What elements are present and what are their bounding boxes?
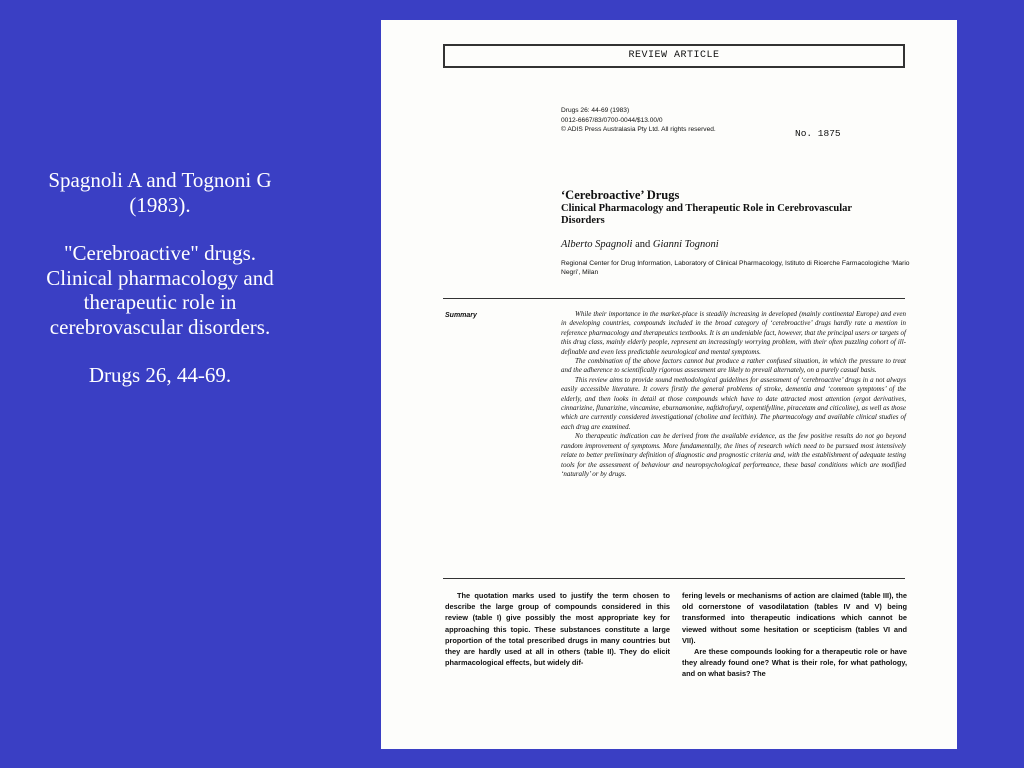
article-subtitle: Clinical Pharmacology and Therapeutic Role in Cerebrovascular Disorders xyxy=(561,203,852,226)
summary-paragraph: The combination of the above factors cannot but produce a rather confused situation, in which the pressure to treat and the adherence to scientifically rigorous assessment are likely to prevail alternately, on a purely casual basis. xyxy=(561,357,906,375)
citation-journal: Drugs 26, 44-69. xyxy=(88,363,232,387)
divider xyxy=(443,578,905,579)
citation-authors: Spagnoli A and Tognoni G (1983). xyxy=(48,168,272,217)
publication-info xyxy=(561,106,716,135)
body-paragraph: The quotation marks used to justify the term chosen to describe the large group of compounds considered in this review (table I) give possibly the most appropriate key for approaching this topic. These substances constitute a large proportion of the total prescribed drugs in many countries but they are hardly used at all in others (table II). They do elicit pharmacological effects, but widely dif- xyxy=(445,591,670,668)
author-affiliation: Regional Center for Drug Information, Laboratory of Clinical Pharmacology, Istituto di Ricerche Farmacologiche ‘Mario Negri’, Milan xyxy=(561,260,910,276)
body-column-right xyxy=(682,590,907,680)
pub-line: © ADIS Press Australasia Pty Ltd. All rights reserved. xyxy=(561,126,716,133)
citation-block xyxy=(40,168,280,412)
summary-paragraph: While their importance in the market-place is steadily increasing in developed (mainly continental Europe) and even in developing countries, compounds included in the broad category of ‘cerebroactive’ drugs hardly rate a mention in reference pharmacology and therapeutics textbooks. It is an undeniable fact, however, that the principal users or targets of this drug class, mainly elderly people, represent an increasingly worrying problem, with their often puzzling cohort of ill-definable and even less predictable neurological and mental symptoms. xyxy=(561,310,906,356)
citation-title: "Cerebroactive" drugs. Clinical pharmacology and therapeutic role in cerebrovascular disorders. xyxy=(46,241,274,339)
article-page-scan xyxy=(381,20,957,749)
summary-paragraph: No therapeutic indication can be derived from the available evidence, as the few positive results do not go beyond random improvement of symptoms. More fundamentally, the lines of research which need to be pursued most intensively relate to better preliminary definition of diagnostic and prognostic criteria and, with the establishment of adequate testing tools for the assessment of behaviour and neuropsychological performance, these basal conditions which are modified ‘naturally’ or by drugs. xyxy=(561,432,906,478)
pub-line: 0012-6667/83/0700-0044/$13.00/0 xyxy=(561,116,663,124)
body-paragraph: fering levels or mechanisms of action are claimed (table III), the old cornerstone of vasodilatation (tables IV and V) being transformed into therapeutic indications which cannot be viewed without some hesitation or scepticism (tables VI and VII). xyxy=(682,591,907,645)
body-paragraph: Are these compounds looking for a therapeutic role or have they already found one? What is their role, for what pathology, and on what basis? The xyxy=(682,647,907,679)
pub-line: Drugs 26: 44-69 (1983) xyxy=(561,107,630,114)
document-number: No. 1875 xyxy=(795,128,841,139)
summary-paragraph: This review aims to provide sound methodological guidelines for assessment of ‘cerebroactive’ drugs in a not always easily accessible literature. It covers firstly the general problems of stroke, dementia and ‘common symptoms’ of the elderly, and then looks in detail at those compounds which have to date attracted most attention (ergot derivatives, cinnarizine, flunarizine, vincamine, eburnamonine, naftidrofuryl, oxpentifylline, piracetam and citicoline), as well as those which are currently considered investigational (choline and lecithin). The pharmacology and available clinical studies of each drug are examined. xyxy=(561,375,906,431)
article-authors xyxy=(561,239,719,250)
body-column-left xyxy=(445,590,670,680)
divider xyxy=(443,298,905,299)
author-conjunction: and xyxy=(632,239,653,250)
body-columns xyxy=(445,590,907,680)
summary-text xyxy=(561,310,906,479)
summary-label: Summary xyxy=(445,312,477,319)
author-name: Gianni Tognoni xyxy=(652,239,719,250)
article-title: ‘Cerebroactive’ Drugs xyxy=(561,188,680,202)
author-name: Alberto Spagnoli xyxy=(561,239,633,250)
review-article-banner: REVIEW ARTICLE xyxy=(443,44,905,68)
